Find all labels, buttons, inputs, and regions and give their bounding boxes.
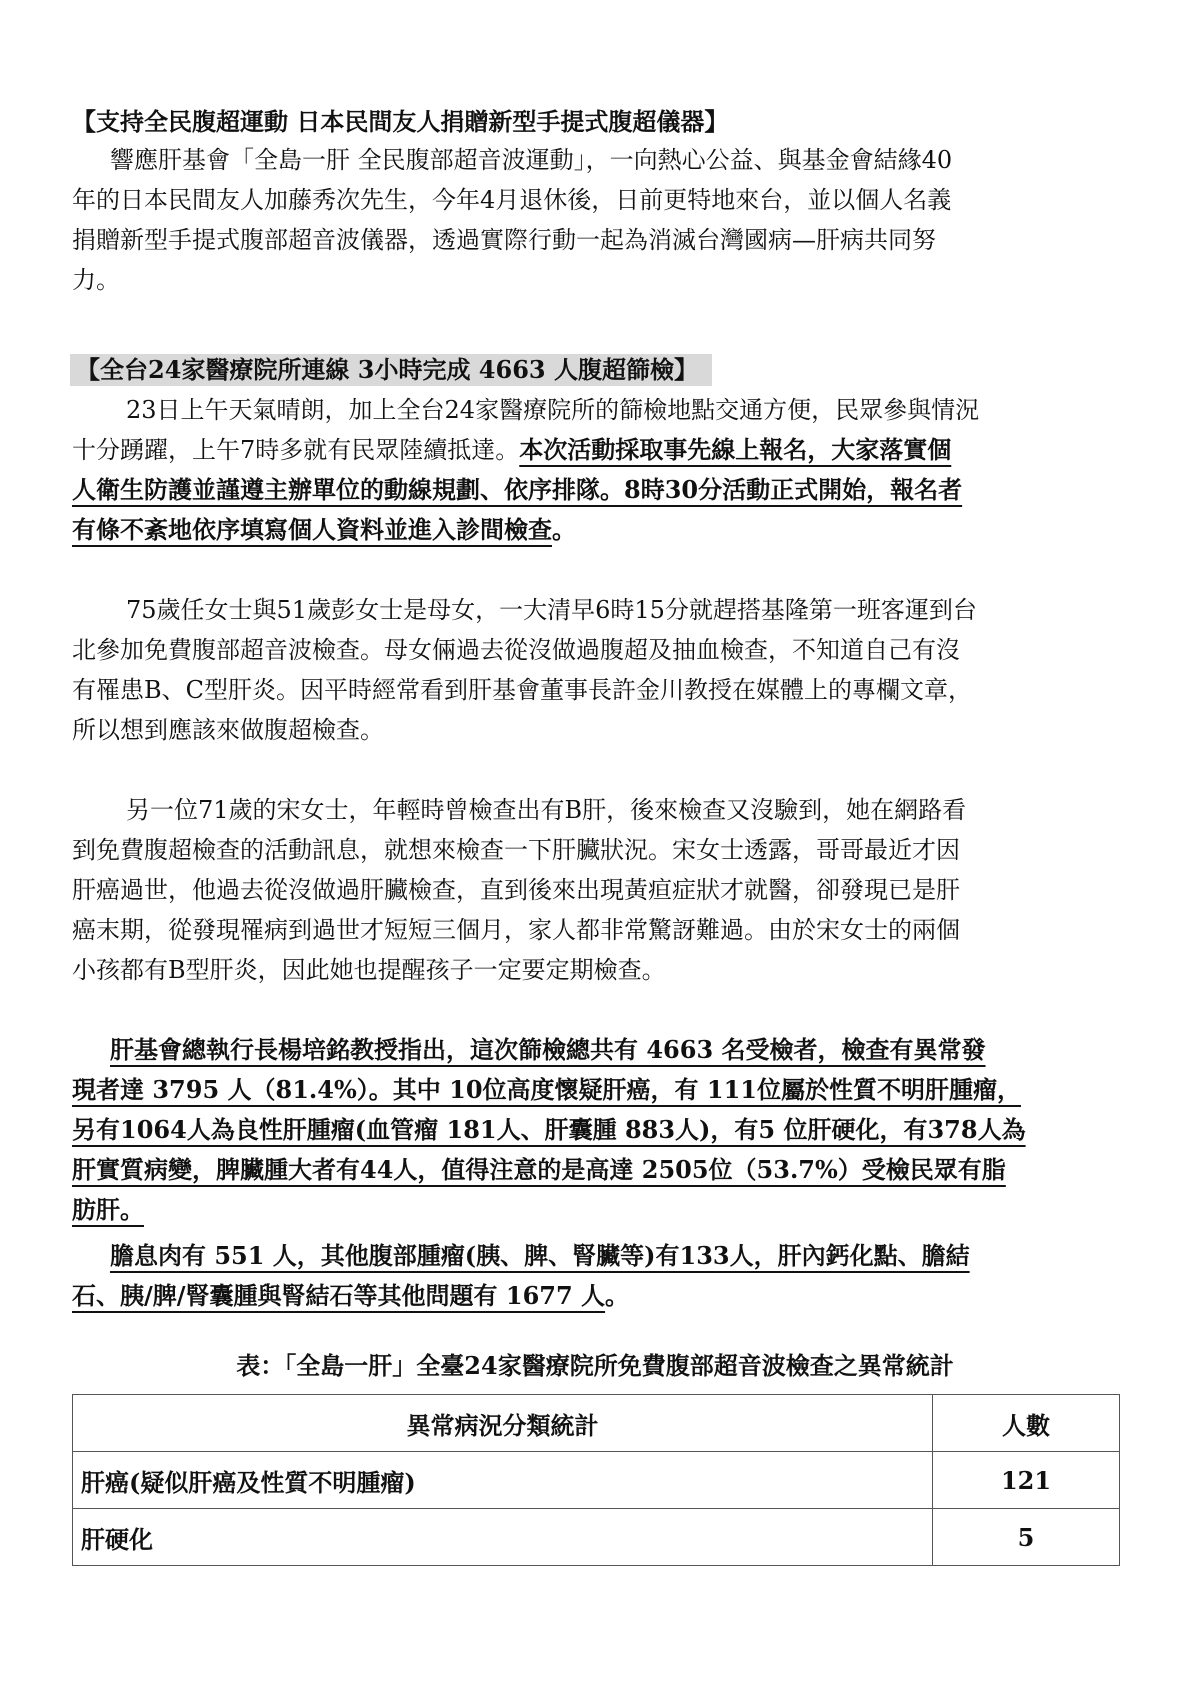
table-header-row: [73, 1395, 1120, 1452]
header-category: 異常病況分類統計: [73, 1395, 933, 1452]
section2-line-4-end: 。: [552, 515, 576, 544]
para6-line-2: [72, 1276, 1118, 1316]
section1-line-4: 力。: [72, 266, 120, 294]
para3-line-3: 有罹患B、C型肝炎。因平時經常看到肝基會董事長許金川教授在媒體上的專欄文章，: [72, 676, 972, 704]
section2-paragraph: [72, 390, 1118, 550]
table-caption: 表：「全島一肝」全臺24家醫療院所免費腹部超音波檢查之異常統計: [236, 1351, 954, 1380]
section1-heading: 【支持全民腹超運動 日本民間友人捐贈新型手提式腹超儀器】: [72, 107, 729, 136]
row-count: 5: [933, 1509, 1120, 1566]
para6-line-2-text: 石、胰/脾/腎囊腫與腎結石等其他問題有 1677 人: [72, 1281, 606, 1310]
para5-line-2: [72, 1070, 1118, 1110]
para6-line-1-text: 膽息肉有 551 人，其他腹部腫瘤(胰、脾、腎臟等)有133人，肝內鈣化點、膽結: [110, 1241, 970, 1270]
table-row: [73, 1452, 1120, 1509]
section2-heading: 【全台24家醫療院所連線 3小時完成 4663 人腹超篩檢】: [70, 354, 712, 386]
paragraph-ms-song: [72, 790, 1118, 990]
section1-line-3: 捐贈新型手提式腹部超音波儀器，透過實際行動一起為消滅台灣國病—肝病共同努: [72, 226, 936, 254]
para4-line-1: 另一位71歲的宋女士，年輕時曾檢查出有B肝，後來檢查又沒驗到，她在網路看: [126, 796, 967, 824]
section2-line-4: [72, 510, 1118, 550]
row-category: 肝硬化: [73, 1509, 933, 1566]
para6-line-2-end: 。: [605, 1281, 630, 1310]
para3-line-4: 所以想到應該來做腹超檢查。: [72, 716, 384, 744]
section2-line-4-bold: 有條不紊地依序填寫個人資料並進入診間檢查: [72, 515, 552, 544]
section2-line-2-bold: 本次活動採取事先線上報名，大家落實個: [519, 435, 952, 464]
para5-line-5-text: 肪肝。: [72, 1195, 144, 1224]
para5-line-4-text: 肝實質病變，脾臟腫大者有44人，值得注意的是高達 2505位（53.7%）受檢民眾有脂: [72, 1155, 1006, 1184]
para6-line-1: [72, 1236, 1118, 1276]
abnormality-statistics-table: [72, 1394, 1120, 1566]
para5-line-3-text: 另有1064人為良性肝腫瘤(血管瘤 181人、肝囊腫 883人)，有5 位肝硬化，有378人為: [72, 1115, 1026, 1144]
section1-line-2: 年的日本民間友人加藤秀次先生，今年4月退休後，日前更特地來台，並以個人名義: [72, 186, 952, 214]
para5-line-4: [72, 1150, 1118, 1190]
paragraph-statistics: [72, 1030, 1118, 1230]
row-category: 肝癌(疑似肝癌及性質不明腫瘤): [73, 1452, 933, 1509]
section1-paragraph: [72, 140, 1118, 300]
section2-line-2: [72, 430, 1118, 470]
para4-line-2: 到免費腹超檢查的活動訊息，就想來檢查一下肝臟狀況。宋女士透露，哥哥最近才因: [72, 836, 960, 864]
para4-line-3: 肝癌過世，他過去從沒做過肝臟檢查，直到後來出現黃疸症狀才就醫，卻發現已是肝: [72, 876, 960, 904]
para4-line-4: 癌末期，從發現罹病到過世才短短三個月，家人都非常驚訝難過。由於宋女士的兩個: [72, 916, 960, 944]
row-count: 121: [933, 1452, 1120, 1509]
header-count: 人數: [933, 1395, 1120, 1452]
section2-line-2-plain: 十分踴躍，上午7時多就有民眾陸續抵達。: [72, 436, 520, 464]
table-row: [73, 1509, 1120, 1566]
paragraph-mother-daughter: [72, 590, 1118, 750]
paragraph-other-findings: [72, 1236, 1118, 1316]
para5-line-1: [72, 1030, 1118, 1070]
para5-line-5: [72, 1190, 1118, 1230]
section2-line-1: 23日上午天氣晴朗，加上全台24家醫療院所的篩檢地點交通方便，民眾參與情況: [126, 396, 980, 424]
para5-line-3: [72, 1110, 1118, 1150]
para4-line-5: 小孩都有B型肝炎，因此她也提醒孩子一定要定期檢查。: [72, 956, 666, 984]
para5-line-2-text: 現者達 3795 人（81.4%）。其中 10位高度懷疑肝癌，有 111位屬於性質不明肝腫瘤，: [72, 1075, 1021, 1104]
section2-line-3: [72, 470, 1118, 510]
para3-line-1: 75歲任女士與51歲彭女士是母女，一大清早6時15分就趕搭基隆第一班客運到台: [126, 596, 977, 624]
section2-line-3-bold: 人衛生防護並謹遵主辦單位的動線規劃、依序排隊。8時30分活動正式開始，報名者: [72, 475, 963, 504]
para3-line-2: 北參加免費腹部超音波檢查。母女倆過去從沒做過腹超及抽血檢查，不知道自己有沒: [72, 636, 960, 664]
para5-line-1-text: 肝基會總執行長楊培銘教授指出，這次篩檢總共有 4663 名受檢者，檢查有異常發: [110, 1035, 986, 1064]
section1-line-1: 響應肝基會「全島一肝 全民腹部超音波運動」，一向熱心公益、與基金會結緣40: [110, 146, 953, 174]
